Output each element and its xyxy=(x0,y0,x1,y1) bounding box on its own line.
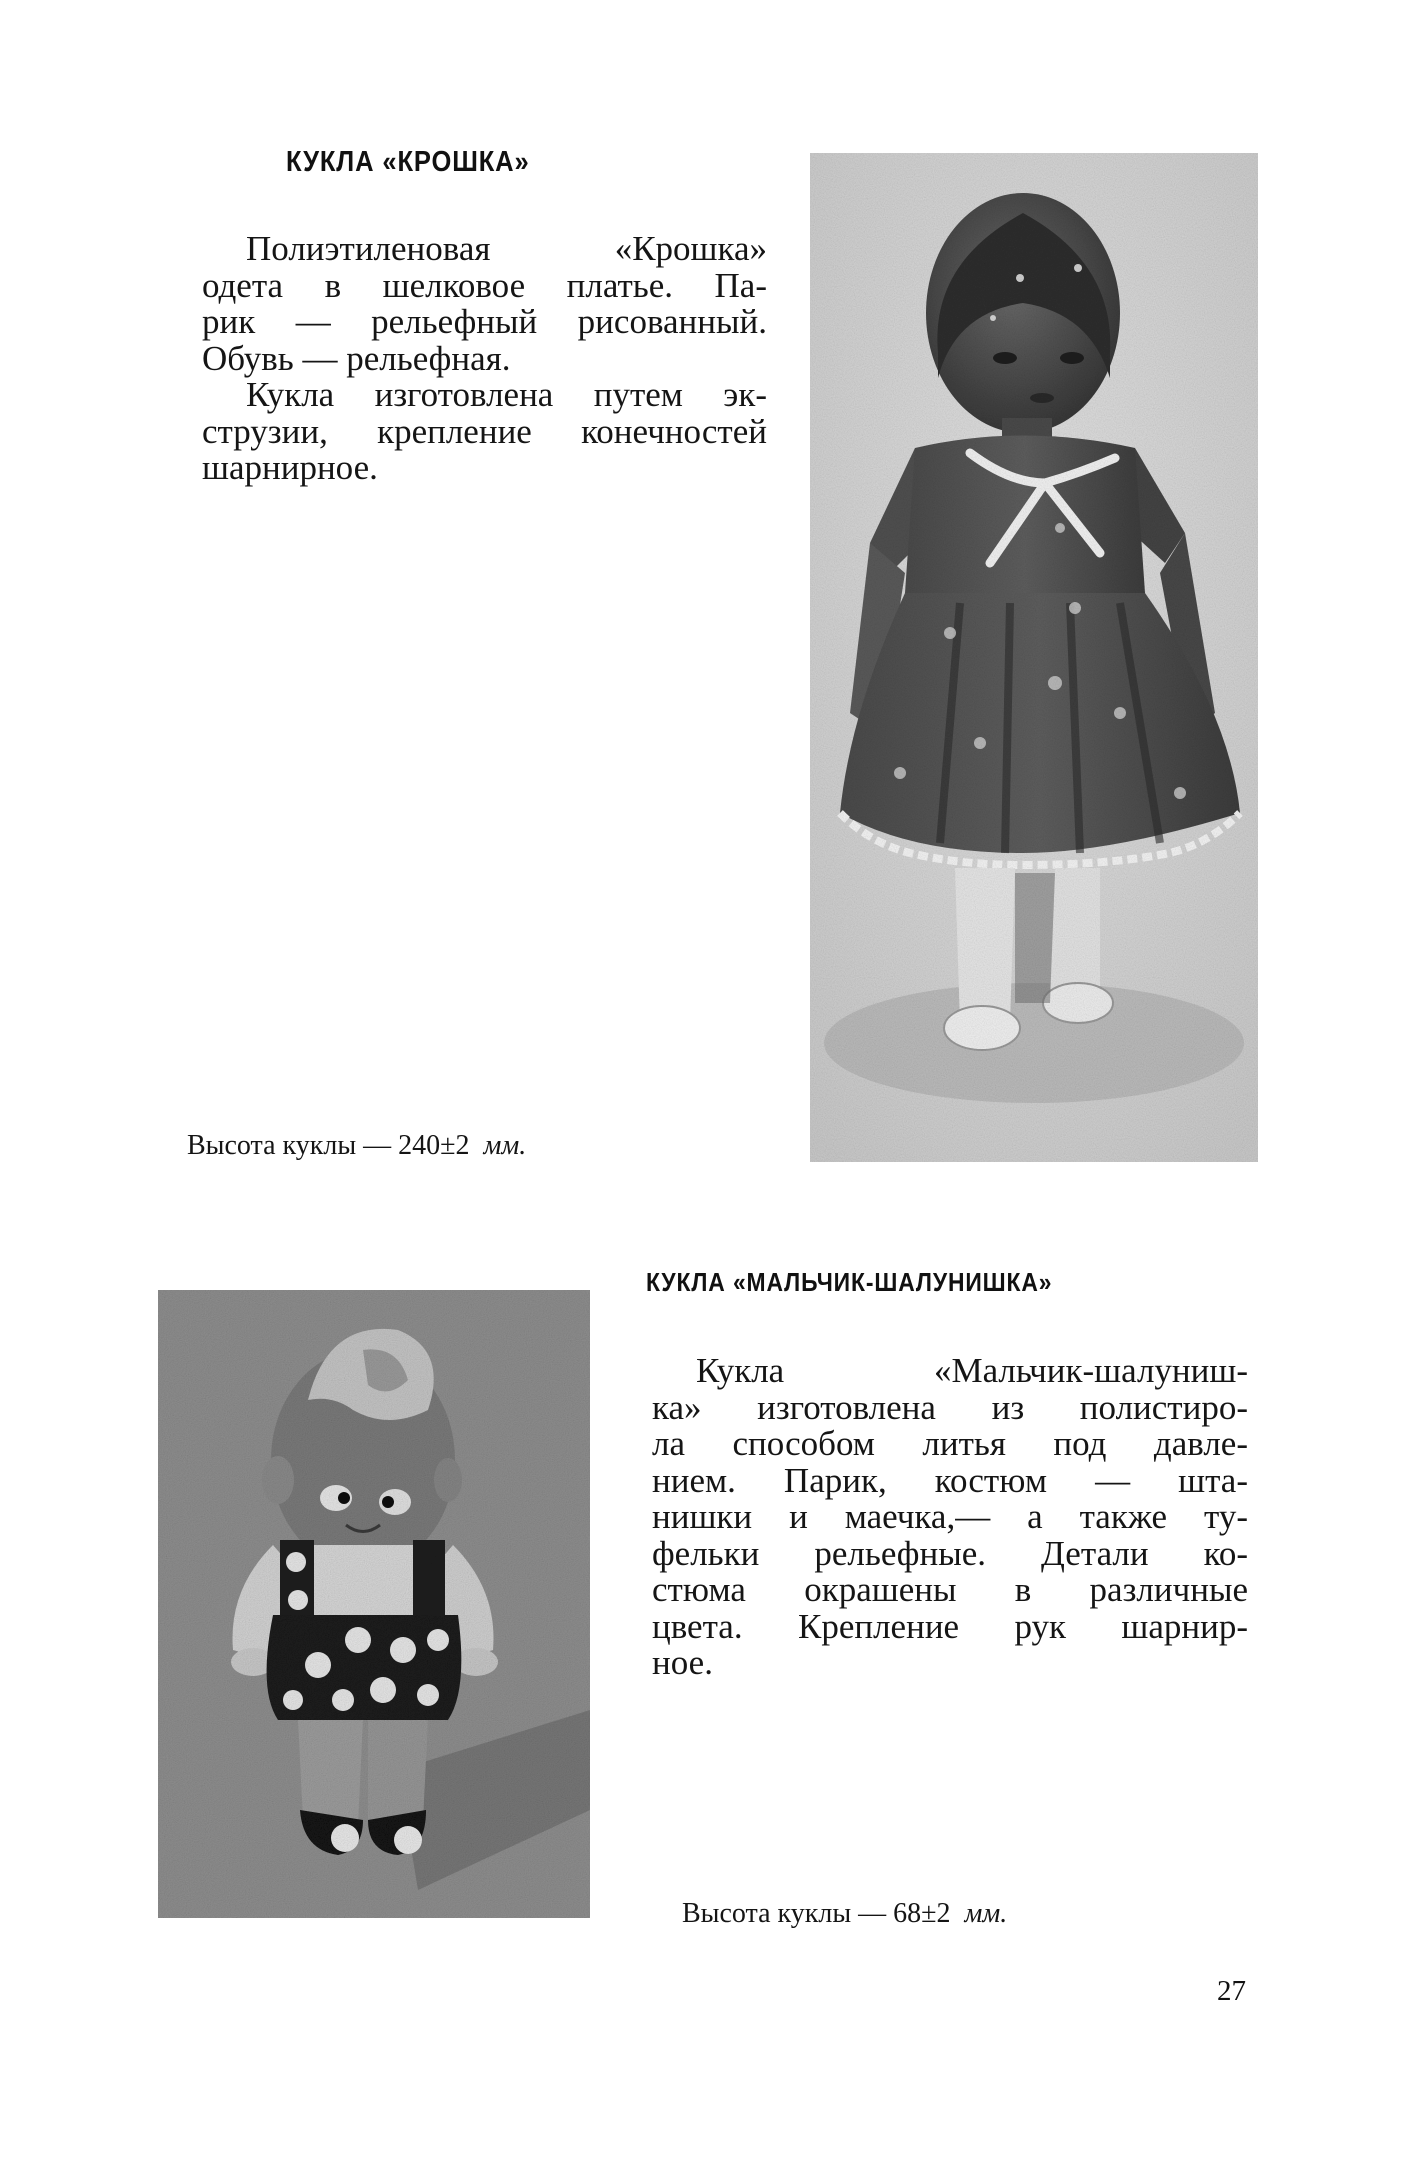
paragraph xyxy=(202,231,767,268)
caption-label: Высота куклы — xyxy=(187,1130,392,1161)
text-line: Кукла «Мальчик-шалуниш- xyxy=(696,1351,1248,1390)
text-line: нием. Парик, костюм — шта- xyxy=(652,1460,1248,1500)
height-caption-kroshka xyxy=(187,1130,526,1162)
page-number: 27 xyxy=(1217,1975,1246,2007)
description-malchik xyxy=(652,1353,1248,1682)
text-line: шарнирное. xyxy=(202,448,378,487)
text-line: Полиэтиленовая «Крошка» xyxy=(246,229,767,268)
text-line: фельки рельефные. Детали ко- xyxy=(652,1533,1248,1573)
text-line: одета в шелковое платье. Па- xyxy=(202,265,767,305)
text-line: ное. xyxy=(652,1643,713,1682)
paragraph xyxy=(652,1353,1248,1390)
description-kroshka xyxy=(202,231,767,487)
text-line: струзии, крепление конечностей xyxy=(202,411,767,451)
caption-value: 240±2 xyxy=(398,1130,470,1161)
photo-doll-malchik xyxy=(158,1290,590,1918)
paragraph xyxy=(202,377,767,414)
text-line: цвета. Крепление рук шарнир- xyxy=(652,1606,1248,1646)
section-heading-malchik: КУКЛА «МАЛЬЧИК-ШАЛУНИШКА» xyxy=(646,1267,1053,1297)
photo-doll-kroshka xyxy=(810,153,1258,1162)
height-caption-malchik xyxy=(682,1898,1007,1930)
caption-label: Высота куклы — xyxy=(682,1898,887,1929)
text-line: нишки и маечка,— а также ту- xyxy=(652,1497,1248,1536)
text-line: ла способом литья под давле- xyxy=(652,1424,1248,1463)
doll-kroshka-illustration xyxy=(810,153,1258,1162)
text-line: рик — рельефный рисованный. xyxy=(202,302,767,341)
caption-value: 68±2 xyxy=(893,1898,951,1929)
caption-unit: мм. xyxy=(964,1898,1008,1929)
doll-malchik-illustration xyxy=(158,1290,590,1918)
text-line: Кукла изготовлена путем эк- xyxy=(246,375,767,414)
text-line: стюма окрашены в различные xyxy=(652,1570,1248,1609)
section-heading-kroshka: КУКЛА «КРОШКА» xyxy=(286,146,530,178)
caption-unit: мм. xyxy=(483,1130,527,1161)
text-line: ка» изготовлена из полистиро- xyxy=(652,1387,1248,1427)
text-line: Обувь — рельефная. xyxy=(202,338,511,378)
